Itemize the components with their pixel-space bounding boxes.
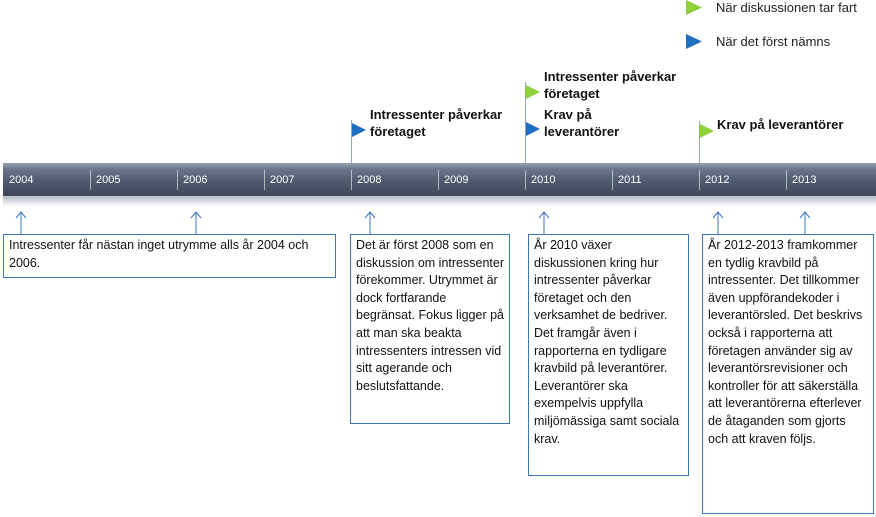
year-2010: 2010 — [531, 174, 556, 186]
up-arrow-icon — [538, 210, 550, 234]
up-arrow-icon — [799, 210, 811, 234]
timeline-separator — [786, 170, 787, 190]
year-2006: 2006 — [183, 174, 208, 186]
legend-green-label: När diskussionen tar fart — [716, 0, 857, 15]
timeline-separator — [612, 170, 613, 190]
text-box-2010: År 2010 växer diskussionen kring hur intressenter påverkar företaget och den verksamhet de bedriver. Det framgår även i rapporterna en tydligare kravbild på leverantörer. Leverantörer ska exempelvis uppfylla miljömässiga samt sociala krav. — [528, 234, 689, 476]
flag-2012-label: Krav på leverantörer — [717, 117, 844, 132]
flag-2010-blue — [526, 122, 540, 136]
legend-green — [686, 0, 857, 15]
year-2012: 2012 — [705, 174, 730, 186]
year-2007: 2007 — [270, 174, 295, 186]
timeline-shadow — [3, 197, 876, 207]
text-box-2008: Det är först 2008 som en diskussion om intressenter förekommer. Utrymmet är dock fortfarande begränsat. Fokus ligger på att man ska beakta intressenters intressen vid sitt agerande och beslutsfattande. — [350, 234, 510, 424]
year-2008: 2008 — [357, 174, 382, 186]
blue-flag-icon — [686, 34, 702, 49]
flag-2008-label: Intressenter påverkar företaget — [370, 107, 503, 139]
year-2013: 2013 — [792, 174, 817, 186]
year-2004: 2004 — [9, 174, 34, 186]
timeline-separator — [699, 170, 700, 190]
up-arrow-icon — [190, 210, 202, 234]
year-2011: 2011 — [618, 174, 642, 186]
timeline-separator — [438, 170, 439, 190]
timeline-separator — [90, 170, 91, 190]
timeline-separator — [351, 170, 352, 190]
green-flag-icon — [686, 0, 702, 15]
timeline-bar — [3, 163, 876, 197]
flag-2010-green-label: Intressenter påverkar företaget — [544, 69, 677, 101]
up-arrow-icon — [712, 210, 724, 234]
text-box-2004-2006: Intressenter får nästan inget utrymme alls år 2004 och 2006. — [3, 234, 336, 278]
timeline-separator — [525, 170, 526, 190]
year-2005: 2005 — [96, 174, 121, 186]
flag-2008-blue — [349, 120, 367, 165]
text-box-2012-2013: År 2012-2013 framkommer en tydlig kravbild på intressenter. Det tillkommer även uppförandekoder i leverantörsled. Det beskrivs också i rapporterna att företagen använder sig av leverantörsrevisioner och kontroller för att säkerställa att leverantörerna efterlever de åtaganden som gjorts och att kraven följs. — [702, 234, 874, 514]
flag-2010-blue-label: Krav på leverantörer — [544, 107, 620, 139]
timeline-separator — [264, 170, 265, 190]
year-2009: 2009 — [444, 174, 469, 186]
flag-2010-green — [526, 85, 540, 99]
up-arrow-icon — [364, 210, 376, 234]
legend-blue — [686, 34, 830, 49]
flag-2012-green — [697, 121, 715, 165]
legend-blue-label: När det först nämns — [716, 34, 831, 49]
flag-2010-stem — [523, 82, 541, 165]
up-arrow-icon — [15, 210, 27, 234]
timeline-separator — [177, 170, 178, 190]
